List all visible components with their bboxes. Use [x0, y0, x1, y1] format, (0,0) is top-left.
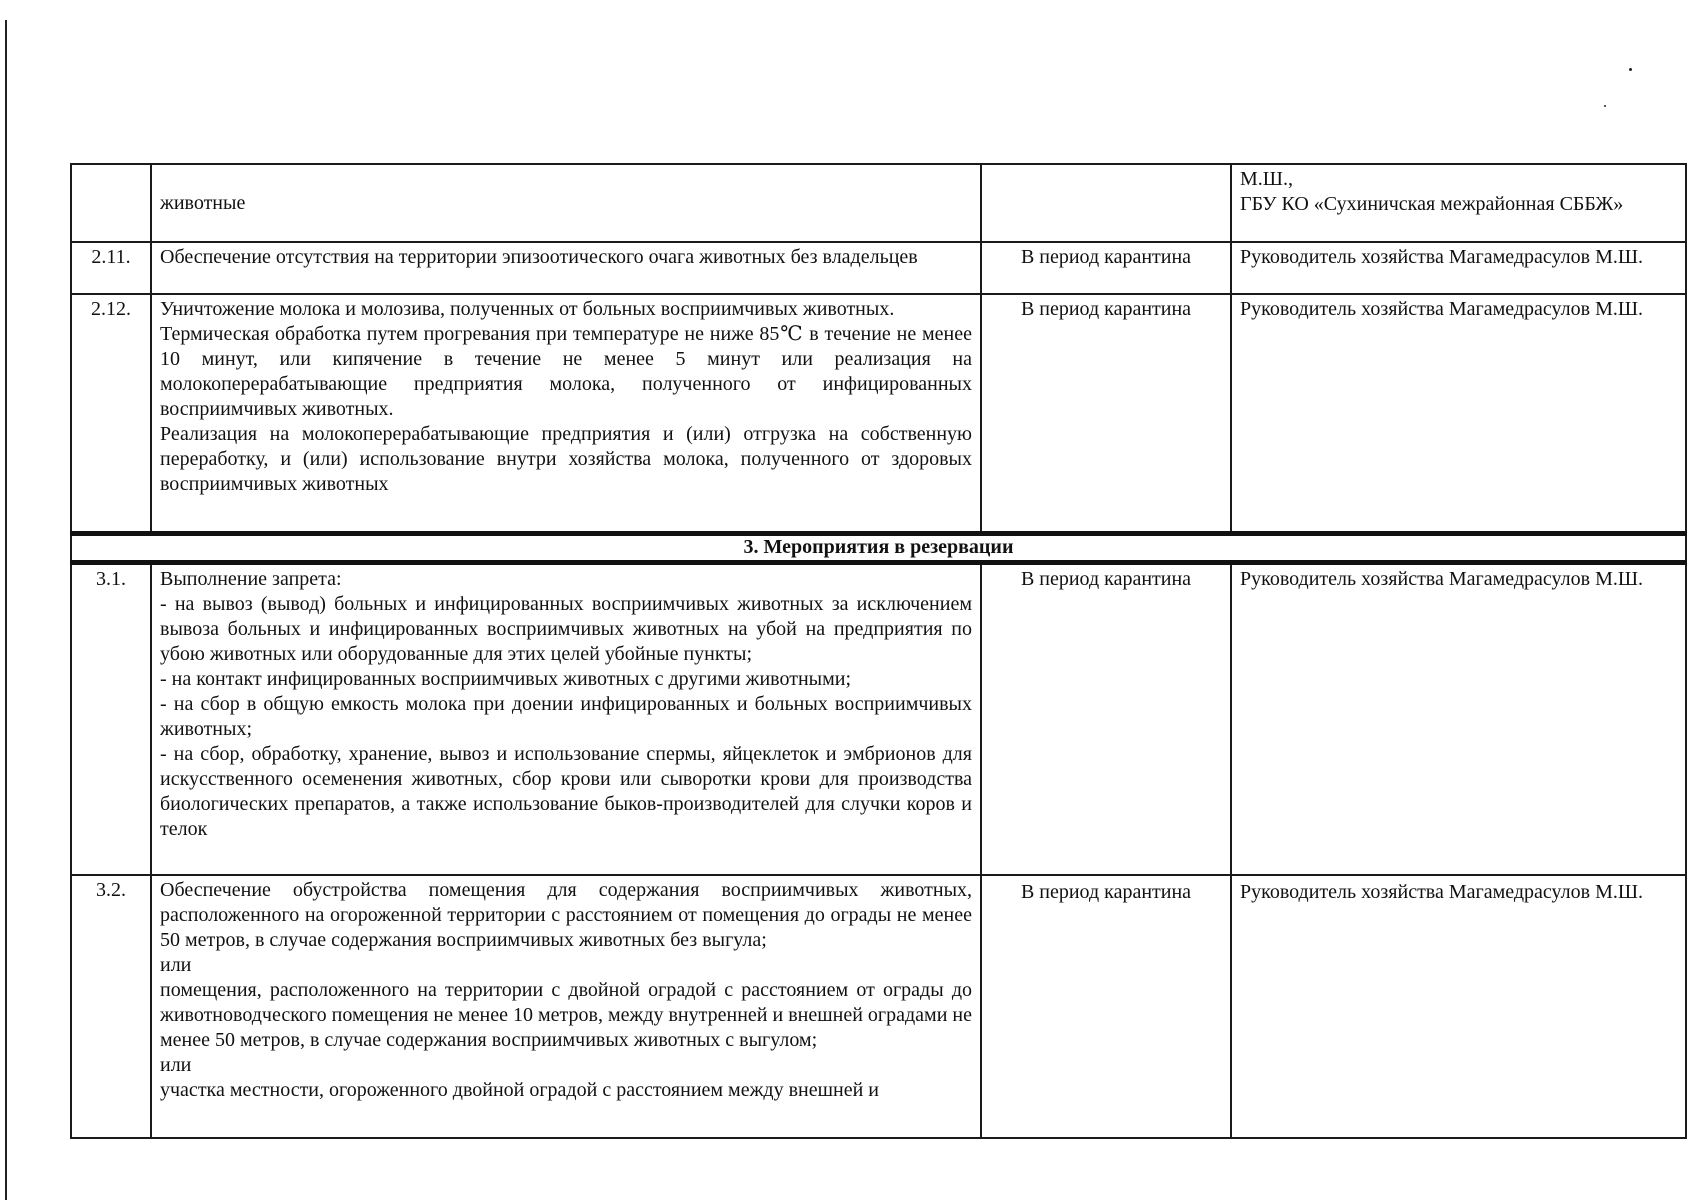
description-paragraph: - на сбор в общую емкость молока при доении инфицированных и больных восприимчивых животных; [160, 693, 972, 740]
measure-term [981, 164, 1231, 242]
table-row [71, 875, 1686, 1138]
measure-description [151, 294, 981, 534]
responsible-party [1231, 875, 1686, 1138]
scan-speck [1629, 68, 1632, 71]
section-header-row [71, 534, 1686, 563]
row-number: 2.12. [71, 294, 151, 534]
description-paragraph: Термическая обработка путем прогревания при температуре не ниже 85℃ в течение не менее 10 минут, или кипячение в течение не менее 5 минут или реализация на молокоперерабатывающие предприятия молока, полученного от инфицированных восприимчивых животных. [160, 323, 972, 420]
responsible-party [1231, 242, 1686, 294]
description-paragraph: Реализация на молокоперерабатывающие предприятия и (или) отгрузка на собственную переработку, и (или) использование внутри хозяйства молока, полученного от здоровых восприимчивых животных [160, 423, 972, 495]
measure-term: В период карантина [981, 294, 1231, 534]
responsible-line: ГБУ КО «Сухиничская межрайонная СББЖ» [1240, 193, 1624, 215]
table-row [71, 242, 1686, 294]
scan-speck [1604, 105, 1606, 107]
responsible-line: Руководитель хозяйства Магамедрасулов М.Ш. [1240, 881, 1644, 903]
description-paragraph: - на вывоз (вывод) больных и инфицированных восприимчивых животных за исключением вывоза больных и инфицированных восприимчивых животных на убой на предприятия по убою животных или оборудованные для этих целей убойные пункты; [160, 593, 972, 665]
row-number: 3.1. [71, 563, 151, 876]
row-number [71, 164, 151, 242]
scan-edge-line [5, 20, 7, 1200]
responsible-party [1231, 294, 1686, 534]
description-paragraph: - на контакт инфицированных восприимчивых животных с другими животными; [160, 668, 852, 690]
description-paragraph: животные [160, 191, 246, 214]
measure-description [151, 164, 981, 242]
measure-term: В период карантина [981, 875, 1231, 1138]
description-paragraph: Обеспечение обустройства помещения для содержания восприимчивых животных, расположенного на огороженной территории с расстоянием от помещения до ограды не менее 50 метров, в случае содержания восприимчивых животных без выгула; [160, 879, 972, 951]
measure-description [151, 242, 981, 294]
responsible-line: Руководитель хозяйства Магамедрасулов М.Ш. [1240, 246, 1644, 268]
table-row [71, 294, 1686, 534]
measure-description [151, 563, 981, 876]
table-row [71, 164, 1686, 242]
table-row [71, 563, 1686, 876]
row-number: 3.2. [71, 875, 151, 1138]
description-paragraph: Выполнение запрета: [160, 568, 342, 590]
measure-term: В период карантина [981, 563, 1231, 876]
description-paragraph: участка местности, огороженного двойной оградой с расстоянием между внешней и [160, 1079, 879, 1101]
responsible-party [1231, 164, 1686, 242]
section-title: 3. Мероприятия в резервации [71, 534, 1686, 563]
description-paragraph: Уничтожение молока и молозива, полученных от больных восприимчивых животных. [160, 298, 895, 320]
description-paragraph: Обеспечение отсутствия на территории эпизоотического очага животных без владельцев [160, 246, 918, 268]
row-number: 2.11. [71, 242, 151, 294]
measure-term: В период карантина [981, 242, 1231, 294]
description-paragraph: помещения, расположенного на территории с двойной оградой с расстоянием от ограды до животноводческого помещения не менее 10 метров, между внутренней и внешней оградами не менее 50 метров, в случае содержания восприимчивых животных с выгулом; [160, 979, 972, 1051]
responsible-line: Руководитель хозяйства Магамедрасулов М.Ш. [1240, 298, 1644, 320]
responsible-line: Руководитель хозяйства Магамедрасулов М.Ш. [1240, 568, 1644, 590]
measures-table [70, 163, 1687, 1139]
measure-description [151, 875, 981, 1138]
responsible-party [1231, 563, 1686, 876]
description-paragraph: или [160, 1054, 192, 1076]
description-paragraph: или [160, 954, 192, 976]
description-paragraph: - на сбор, обработку, хранение, вывоз и использование спермы, яйцеклеток и эмбрионов для искусственного осеменения животных, сбор крови или сыворотки крови для производства биологических препаратов, а также использование быков-производителей для случки коров и телок [160, 743, 972, 840]
responsible-line: М.Ш., [1240, 168, 1293, 190]
